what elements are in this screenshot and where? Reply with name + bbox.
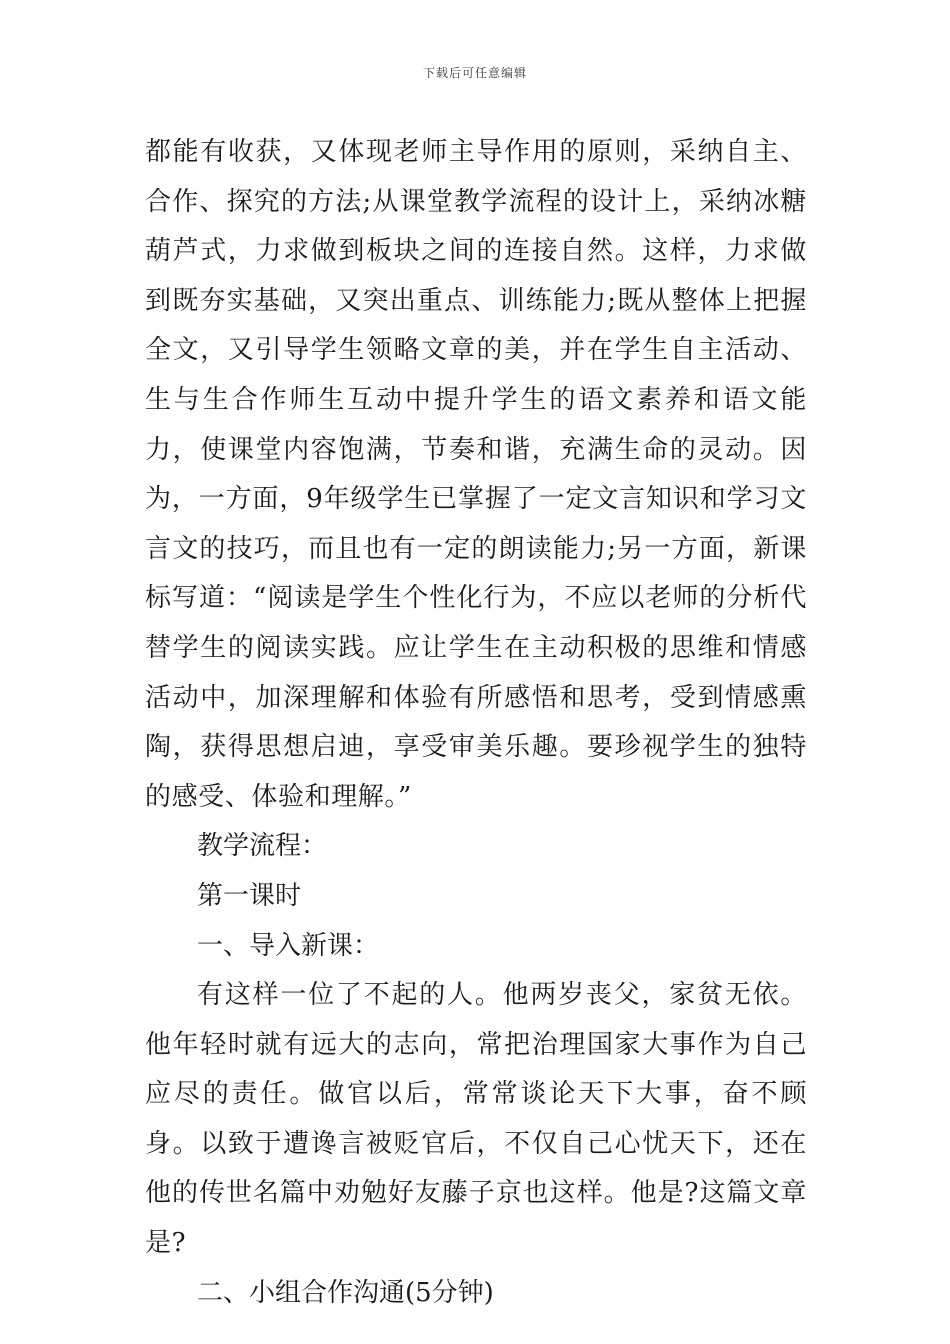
section-heading-teaching-flow: 教学流程： [197,831,328,862]
body-paragraph-continuation: 都能有收获，又体现老师主导作用的原则，采纳自主、合作、探究的方法;从课堂教学流程的设计上，采纳冰糖葫芦式，力求做到板块之间的连接自然。这样，力求做到既夯实基础，又突出重点、训练能力;既从整体上把握全文，又引导学生领略文章的美，并在学生自主活动、生与生合作师生互动中提升学生的语文素养和语文能力，使课堂内容饱满，节奏和谐，充满生命的灵动。因为，一方面，9年级学生已掌握了一定文言知识和学习文言文的技巧，而且也有一定的朗读能力;另一方面，新课标写道：“阅读是学生个性化行为，不应以老师的分析代替学生的阅读实践。应让学生在主动积极的思维和情感活动中，加深理解和体验有所感悟和思考，受到情感熏陶，获得思想启迪，享受审美乐趣。要珍视学生的独特的感受、体验和理解。” [145,137,807,812]
page-header: 下载后可任意编辑 [422,66,527,80]
section-heading-first-lesson: 第一课时 [197,880,302,911]
body-paragraph-introduction: 有这样一位了不起的人。他两岁丧父，家贫无依。他年轻时就有远大的志向，常把治理国家大事作为自己应尽的责任。做官以后，常常谈论天下大事，奋不顾身。以致于遭谗言被贬官后，不仅自己心忧天下，还在他的传世名篇中劝勉好友藤子京也这样。他是?这篇文章是? [145,980,807,1259]
section-heading-introduction: 一、导入新课： [197,930,380,961]
document-body [145,128,807,1318]
section-heading-group-work: 二、小组合作沟通(5分钟) [197,1277,494,1308]
